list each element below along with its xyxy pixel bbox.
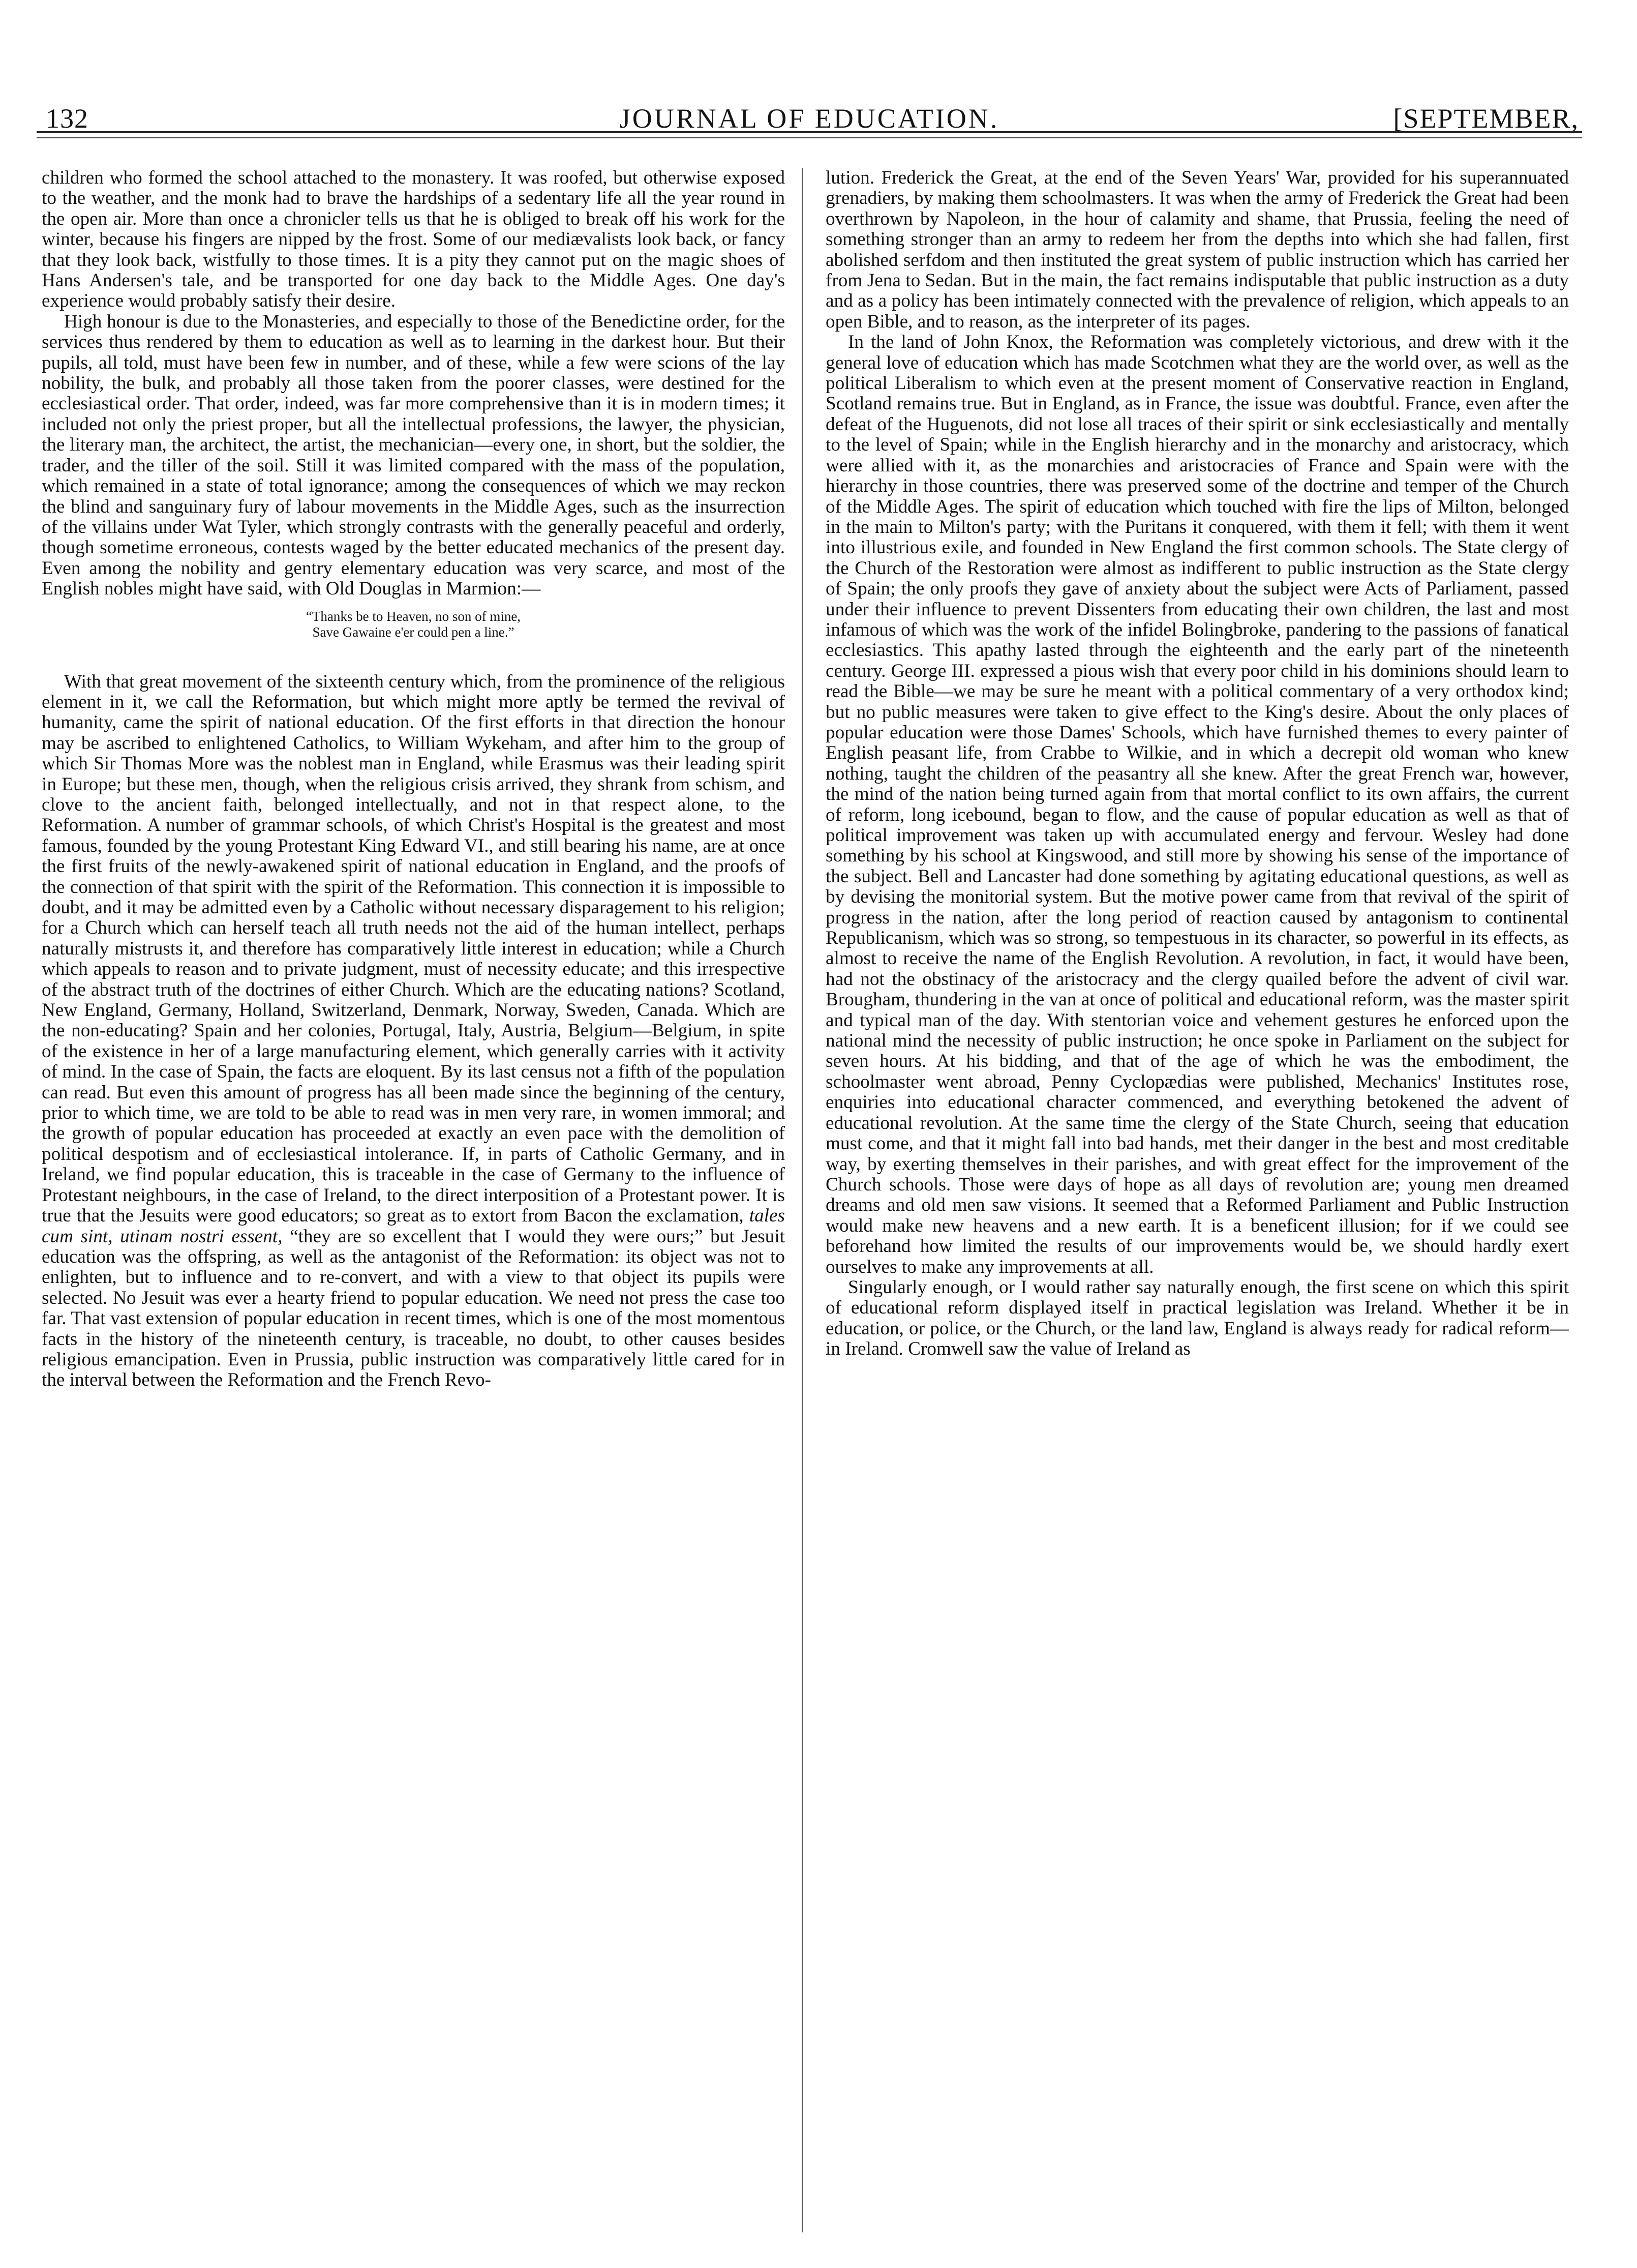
header-rule-thin xyxy=(37,137,1582,138)
latin-phrase: tales cum sint, utinam nostri essent, xyxy=(42,1205,785,1247)
column-divider xyxy=(802,168,803,2232)
quote-line: “Thanks be to Heaven, no son of mine, xyxy=(306,608,521,624)
paragraph-text: With that great movement of the sixteenth century which, from the prominence of the religious element in it, we call the Reformation, but which might more aptly be termed the revival of humanity, came the spirit of national education. Of the first efforts in that direction the honour may be ascribed to enlightened Catholics, to William Wykeham, and after him to the group of which Sir Thomas More was the noblest man in England, while Erasmus was their leading spirit in Europe; but these men, though, when the religious crisis arrived, they shrank from schism, and clove to the ancient faith, belonged intellectually, and not in that respect alone, to the Reformation. A number of grammar schools, of which Christ's Hospital is the greatest and most famous, founded by the young Protestant King Edward VI., and still bearing his name, are at once the first fruits of the newly-awakened spirit of national education in England, and the proofs of the connection of that spirit with the spirit of the Reformation. This connection it is impossible to doubt, and it may be admitted even by a Catholic without necessary disparagement to his religion; for a Church which can herself teach all truth needs not the aid of the human intellect, perhaps naturally mistrusts it, and therefore has comparatively little interest in education; while a Church which appeals to reason and to private judgment, must of necessity educate; and this irrespective of the abstract truth of the doctrines of either Church. Which are the educating nations? Scotland, New England, Germany, Holland, Switzerland, Denmark, Norway, Sweden, Canada. Which are the non-educating? Spain and her colonies, Portugal, Italy, Austria, Belgium—Belgium, in spite of the existence in her of a large manufacturing element, which generally carries with it activity of mind. In the case of Spain, the facts are eloquent. By its last census not a fifth of the population can read. But even this amount of progress has all been made since the beginning of the century, prior to which time, we are told to be able to read was in men very rare, in women immoral; and the growth of popular education has proceeded at exactly an even pace with the demolition of political despotism and of ecclesiastical intolerance. If, in parts of Catholic Germany, and in Ireland, we find popular education, this is traceable in the case of Germany to the influence of Protestant neighbours, in the case of Ireland, to the direct interposition of a Protestant power. It is true that the Jesuits were good educators; so great as to extort from Bacon the exclamation, xyxy=(42,671,785,1227)
running-header xyxy=(37,103,1582,159)
header-rule xyxy=(37,131,1582,133)
paragraph: In the land of John Knox, the Reformation was completely victorious, and drew with it the general love of education which has made Scotchmen what they are the world over, as well as the political Liberalism to which even at the present moment of Conservative reaction in England, Scotland remains true. But in England, as in France, the issue was doubtful. France, even after the defeat of the Huguenots, did not lose all traces of their spirit or sink ecclesiastically and mentally to the level of Spain; while in the English hierarchy and in the monarchy and aristocracy, which were allied with it, as the monarchies and aristocracies of France and Spain were with the hierarchy in those countries, there was preserved some of the doctrine and temper of the Church of the Middle Ages. The spirit of education which touched with fire the lips of Milton, belonged in the main to Milton's party; with the Puritans it conquered, with them it fell; with them it went into illustrious exile, and founded in New England the first common schools. The State clergy of the Church of the Restoration were almost as indifferent to public instruction as the State clergy of Spain; the only proofs they gave of anxiety about the subject were Acts of Parliament, passed under their influence to prevent Dissenters from educating their own children, the last and most infamous of which was the work of the infidel Bolingbroke, pandering to the passions of fanatical ecclesiastics. This apathy lasted through the eighteenth and the early part of the nineteenth century. George III. expressed a pious wish that every poor child in his dominions should learn to read the Bible—we may be sure he meant with a political commentary of a very orthodox kind; but no public measures were taken to give effect to the King's desire. About the only places of popular education were those Dames' Schools, which have furnished themes to every painter of English peasant life, from Crabbe to Wilkie, and in which a decrepit old woman who knew nothing, taught the children of the peasantry all she knew. After the great French war, however, the mind of the nation being turned again from that mortal conflict to its own affairs, the current of reform, long icebound, began to flow, and the cause of popular education as well as that of political improvement was taken up with accumulated energy and fervour. Wesley had done something by his school at Kingswood, and still more by showing his sense of the importance of the subject. Bell and Lancaster had done something by agitating educational questions, as well as by devising the monitorial system. But the motive power came from that revival of the spirit of progress in the nation, after the long period of reaction caused by antagonism to continental Republicanism, which was so strong, so tempestuous in its character, so powerful in its effects, as almost to receive the name of the English Revolution. A revolution, in fact, it would have been, had not the obstinacy of the aristocracy and the clergy quailed before the advent of civil war. Brougham, thundering in the van at once of political and educational reform, was the master spirit and typical man of the day. With stentorian voice and vehement gestures he enforced upon the national mind the necessity of public instruction; he once spoke in Parliament on the subject for seven hours. At his bidding, and that of the age of which he was the embodiment, the schoolmaster went abroad, Penny Cyclopædias were published, Mechanics' Institutes rose, enquiries into educational character commenced, and everything betokened the advent of educational revolution. At the same time the clergy of the State Church, seeing that education must come, and that it might fall into bad hands, met their danger in the best and most creditable way, by exerting themselves in their parishes, and with great effect for the improvement of the Church schools. Those were days of hope as all days of revolution are; young men dreamed dreams and old men saw visions. It seemed that a Reformed Parliament and Public Instruction would make new heavens and a new earth. It is a beneficent illusion; for if we could see beforehand how limited the results of our improvements would be, we should hardly exert ourselves to make any improvements at all. xyxy=(826,332,1569,1277)
page-number: 132 xyxy=(46,103,88,134)
paragraph xyxy=(42,672,785,1391)
paragraph: High honour is due to the Monasteries, and especially to those of the Benedictine order, for the services thus rendered by them to education as well as to learning in the darkest hour. But their pupils, all told, must have been few in number, and of these, while a few were scions of the lay nobility, the bulk, and probably all those taken from the poorer classes, were destined for the ecclesiastical order. That order, indeed, was far more comprehensive than it is in modern times; it included not only the priest proper, but all the intellectual professions, the lawyer, the physician, the literary man, the architect, the artist, the mechanician—every one, in short, but the soldier, the trader, and the tiller of the soil. Still it was limited compared with the mass of the population, which remained in a state of total ignorance; among the consequences of which we may reckon the blind and sanguinary fury of labour movements in the Middle Ages, such as the insurrection of the villains under Wat Tyler, which strongly contrasts with the generally peaceful and orderly, though sometime erroneous, contests waged by the better educated mechanics of the present day. Even among the nobility and gentry elementary education was very scarce, and most of the English nobles might have said, with Old Douglas in Marmion:— xyxy=(42,311,785,600)
paragraph: children who formed the school attached to the monastery. It was roofed, but otherwise exposed to the weather, and the monk had to brave the hardships of a sedentary life all the year round in the open air. More than once a chronicler tells us that he is obliged to break off his work for the winter, because his fingers are nipped by the frost. Some of our mediævalists look back, or fancy that they look back, wistfully to those times. It is a pity they cannot put on the magic shoes of Hans Andersen's tale, and be transported for one day back to the Middle Ages. One day's experience would probably satisfy their desire. xyxy=(42,168,785,312)
quote-line: Save Gawaine e'er could pen a line.” xyxy=(312,624,514,640)
paragraph: Singularly enough, or I would rather say naturally enough, the first scene on which this spirit of educational reform displayed itself in practical legislation was Ireland. Whether it be in education, or police, or the Church, or the land law, England is always ready for radical reform—in Ireland. Cromwell saw the value of Ireland as xyxy=(826,1276,1569,1360)
paragraph: lution. Frederick the Great, at the end of the Seven Years' War, provided for his superannuated grenadiers, by making them schoolmasters. It was when the army of Frederick the Great had been overthrown by Napoleon, in the hour of calamity and shame, that Prussia, feeling the need of something stronger than an army to redeem her from the depths into which she had fallen, first abolished serfdom and then instituted the great system of public instruction which has carried her from Jena to Sedan. But in the main, the fact remains indisputable that public instruction as a duty and as a policy has been intimately connected with the prevalence of religion, which appeals to an open Bible, and to reason, as the interpreter of its pages. xyxy=(826,168,1569,332)
verse-quotation xyxy=(42,609,785,640)
journal-title: JOURNAL OF EDUCATION. xyxy=(619,103,999,134)
issue-month: [SEPTEMBER, xyxy=(1393,103,1579,134)
paragraph-text: “they are so excellent that I would they were ours;” but Jesuit education was the offspring, as well as the antagonist of the Reformation: its object was not to enlighten, but to influence and to re-convert, and with a view to that object its pupils were selected. No Jesuit was ever a hearty friend to popular education. We need not press the case too far. That vast extension of popular education in recent times, which is one of the most momentous facts in the history of the nineteenth century, is traceable, no doubt, to other causes besides religious emancipation. Even in Prussia, public instruction was comparatively little cared for in the interval between the Reformation and the French Revo- xyxy=(42,1226,785,1391)
right-column xyxy=(826,168,1569,2243)
article-body xyxy=(37,168,1582,2243)
journal-page xyxy=(37,76,1582,2243)
left-column xyxy=(42,168,785,2243)
